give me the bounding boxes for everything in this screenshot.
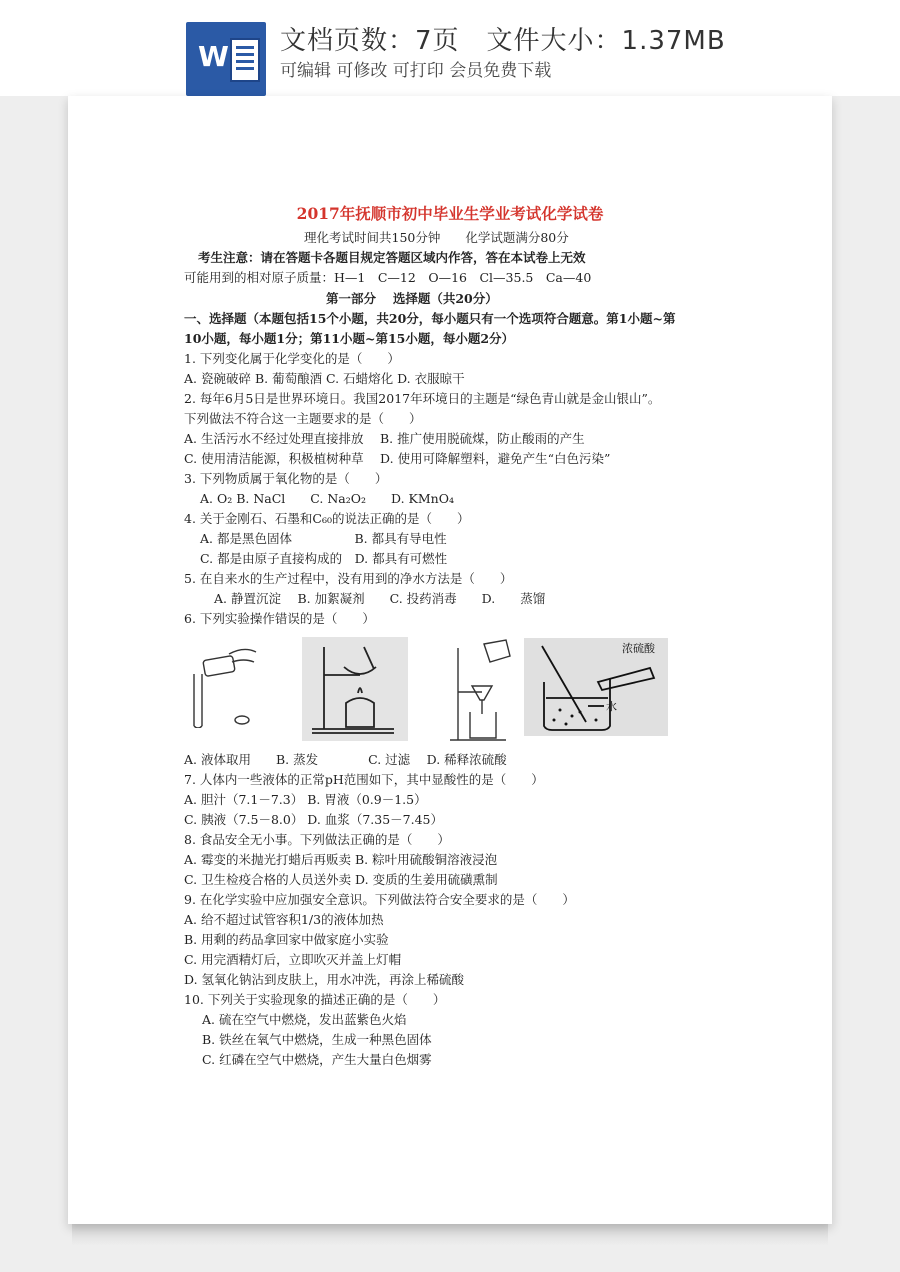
question-2: 2. 每年6月5日是世界环境日。我国2017年环境日的主题是“绿色青山就是金山银山”。 (184, 391, 661, 406)
exam-title: 2017年抚顺市初中毕业生学业考试化学试卷 (296, 204, 604, 223)
question-4-options-cd: C. 都是由原子直接构成的 D. 都具有可燃性 (200, 551, 448, 566)
page-shadow (72, 1222, 828, 1246)
question-9-option-b: B. 用剩的药品拿回家中做家庭小实验 (184, 932, 389, 947)
question-1-options: A. 瓷碗破碎 B. 葡萄酿酒 C. 石蜡熔化 D. 衣服晾干 (184, 371, 465, 386)
water-label: 水 (606, 700, 617, 713)
question-6-options: A. 液体取用 B. 蒸发 C. 过滤 D. 稀释浓硫酸 (184, 752, 507, 767)
question-9-option-c: C. 用完酒精灯后，立即吹灭并盖上灯帽 (184, 952, 402, 967)
question-5: 5. 在自来水的生产过程中，没有用到的净水方法是（ ） (184, 571, 513, 586)
question-10-option-a: A. 硫在空气中燃烧，发出蓝紫色火焰 (202, 1012, 407, 1027)
question-8-options-ab: A. 霉变的米抛光打蜡后再贩卖 B. 粽叶用硫酸铜溶液浸泡 (184, 852, 498, 867)
question-7: 7. 人体内一些液体的正常pH范围如下，其中显酸性的是（ ） (184, 772, 544, 787)
filtration-figure (446, 636, 522, 744)
question-1: 1. 下列变化属于化学变化的是（ ） (184, 351, 400, 366)
question-8: 8. 食品安全无小事。下列做法正确的是（ ） (184, 832, 450, 847)
question-7-options-cd: C. 胰液（7.5－8.0） D. 血浆（7.35－7.45） (184, 812, 443, 827)
exam-notice: 考生注意：请在答题卡各题目规定答题区域内作答，答在本试卷上无效 (198, 250, 586, 265)
question-9: 9. 在化学实验中应加强安全意识。下列做法符合安全要求的是（ ） (184, 892, 575, 907)
question-4: 4. 关于金刚石、石墨和C₆₀的说法正确的是（ ） (184, 511, 470, 526)
file-meta-subtitle: 可编辑 可修改 可打印 会员免费下载 (280, 61, 552, 81)
question-3: 3. 下列物质属于氧化物的是（ ） (184, 471, 388, 486)
download-banner (0, 0, 900, 96)
question-6: 6. 下列实验操作错误的是（ ） (184, 611, 375, 626)
question-5-options: A. 静置沉淀 B. 加絮凝剂 C. 投药消毒 D. 蒸馏 (214, 591, 546, 606)
question-10-option-b: B. 铁丝在氧气中燃烧，生成一种黑色固体 (202, 1032, 432, 1047)
section-instructions-1: 一、选择题（本题包括15个小题，共20分，每小题只有一个选项符合题意。第1小题~第 (184, 311, 676, 326)
file-meta-title: 文档页数：7页 文件大小：1.37MB (280, 26, 726, 56)
question-9-option-d: D. 氢氧化钠沾到皮肤上，用水冲洗，再涂上稀硫酸 (184, 972, 465, 987)
evaporation-figure (302, 637, 408, 741)
question-2-cont: 下列做法不符合这一主题要求的是（ ） (184, 411, 422, 426)
atomic-mass-line: 可能用到的相对原子质量：H—1 C—12 O—16 Cl—35.5 Ca—40 (184, 270, 592, 285)
question-8-options-cd: C. 卫生检疫合格的人员送外卖 D. 变质的生姜用硫磺熏制 (184, 872, 498, 887)
document-page (68, 96, 832, 1224)
question-3-options: A. O₂ B. NaCl C. Na₂O₂ D. KMnO₄ (200, 491, 454, 506)
acid-label: 浓硫酸 (622, 642, 655, 655)
question-9-option-a: A. 给不超过试管容积1/3的液体加热 (184, 912, 384, 927)
document-lines-icon (230, 38, 260, 82)
liquid-pouring-figure (184, 644, 260, 728)
question-2-options-cd: C. 使用清洁能源，积极植树种草 D. 使用可降解塑料，避免产生“白色污染” (184, 451, 611, 466)
question-10-option-c: C. 红磷在空气中燃烧，产生大量白色烟雾 (202, 1052, 432, 1067)
word-icon-letter: W (198, 40, 229, 73)
question-10: 10. 下列关于实验现象的描述正确的是（ ） (184, 992, 446, 1007)
section-instructions-2: 10小题，每小题1分；第11小题~第15小题，每小题2分） (184, 331, 515, 346)
question-2-options-ab: A. 生活污水不经过处理直接排放 B. 推广使用脱硫煤，防止酸雨的产生 (184, 431, 585, 446)
exam-info-line: 理化考试时间共150分钟 化学试题满分80分 (304, 230, 569, 245)
question-4-options-ab: A. 都是黑色固体 B. 都具有导电性 (200, 531, 447, 546)
question-7-options-ab: A. 胆汁（7.1－7.3） B. 胃液（0.9－1.5） (184, 792, 427, 807)
dilution-figure (524, 638, 668, 736)
word-doc-icon (186, 22, 266, 96)
section-heading: 第一部分 选择题（共20分） (326, 291, 498, 306)
